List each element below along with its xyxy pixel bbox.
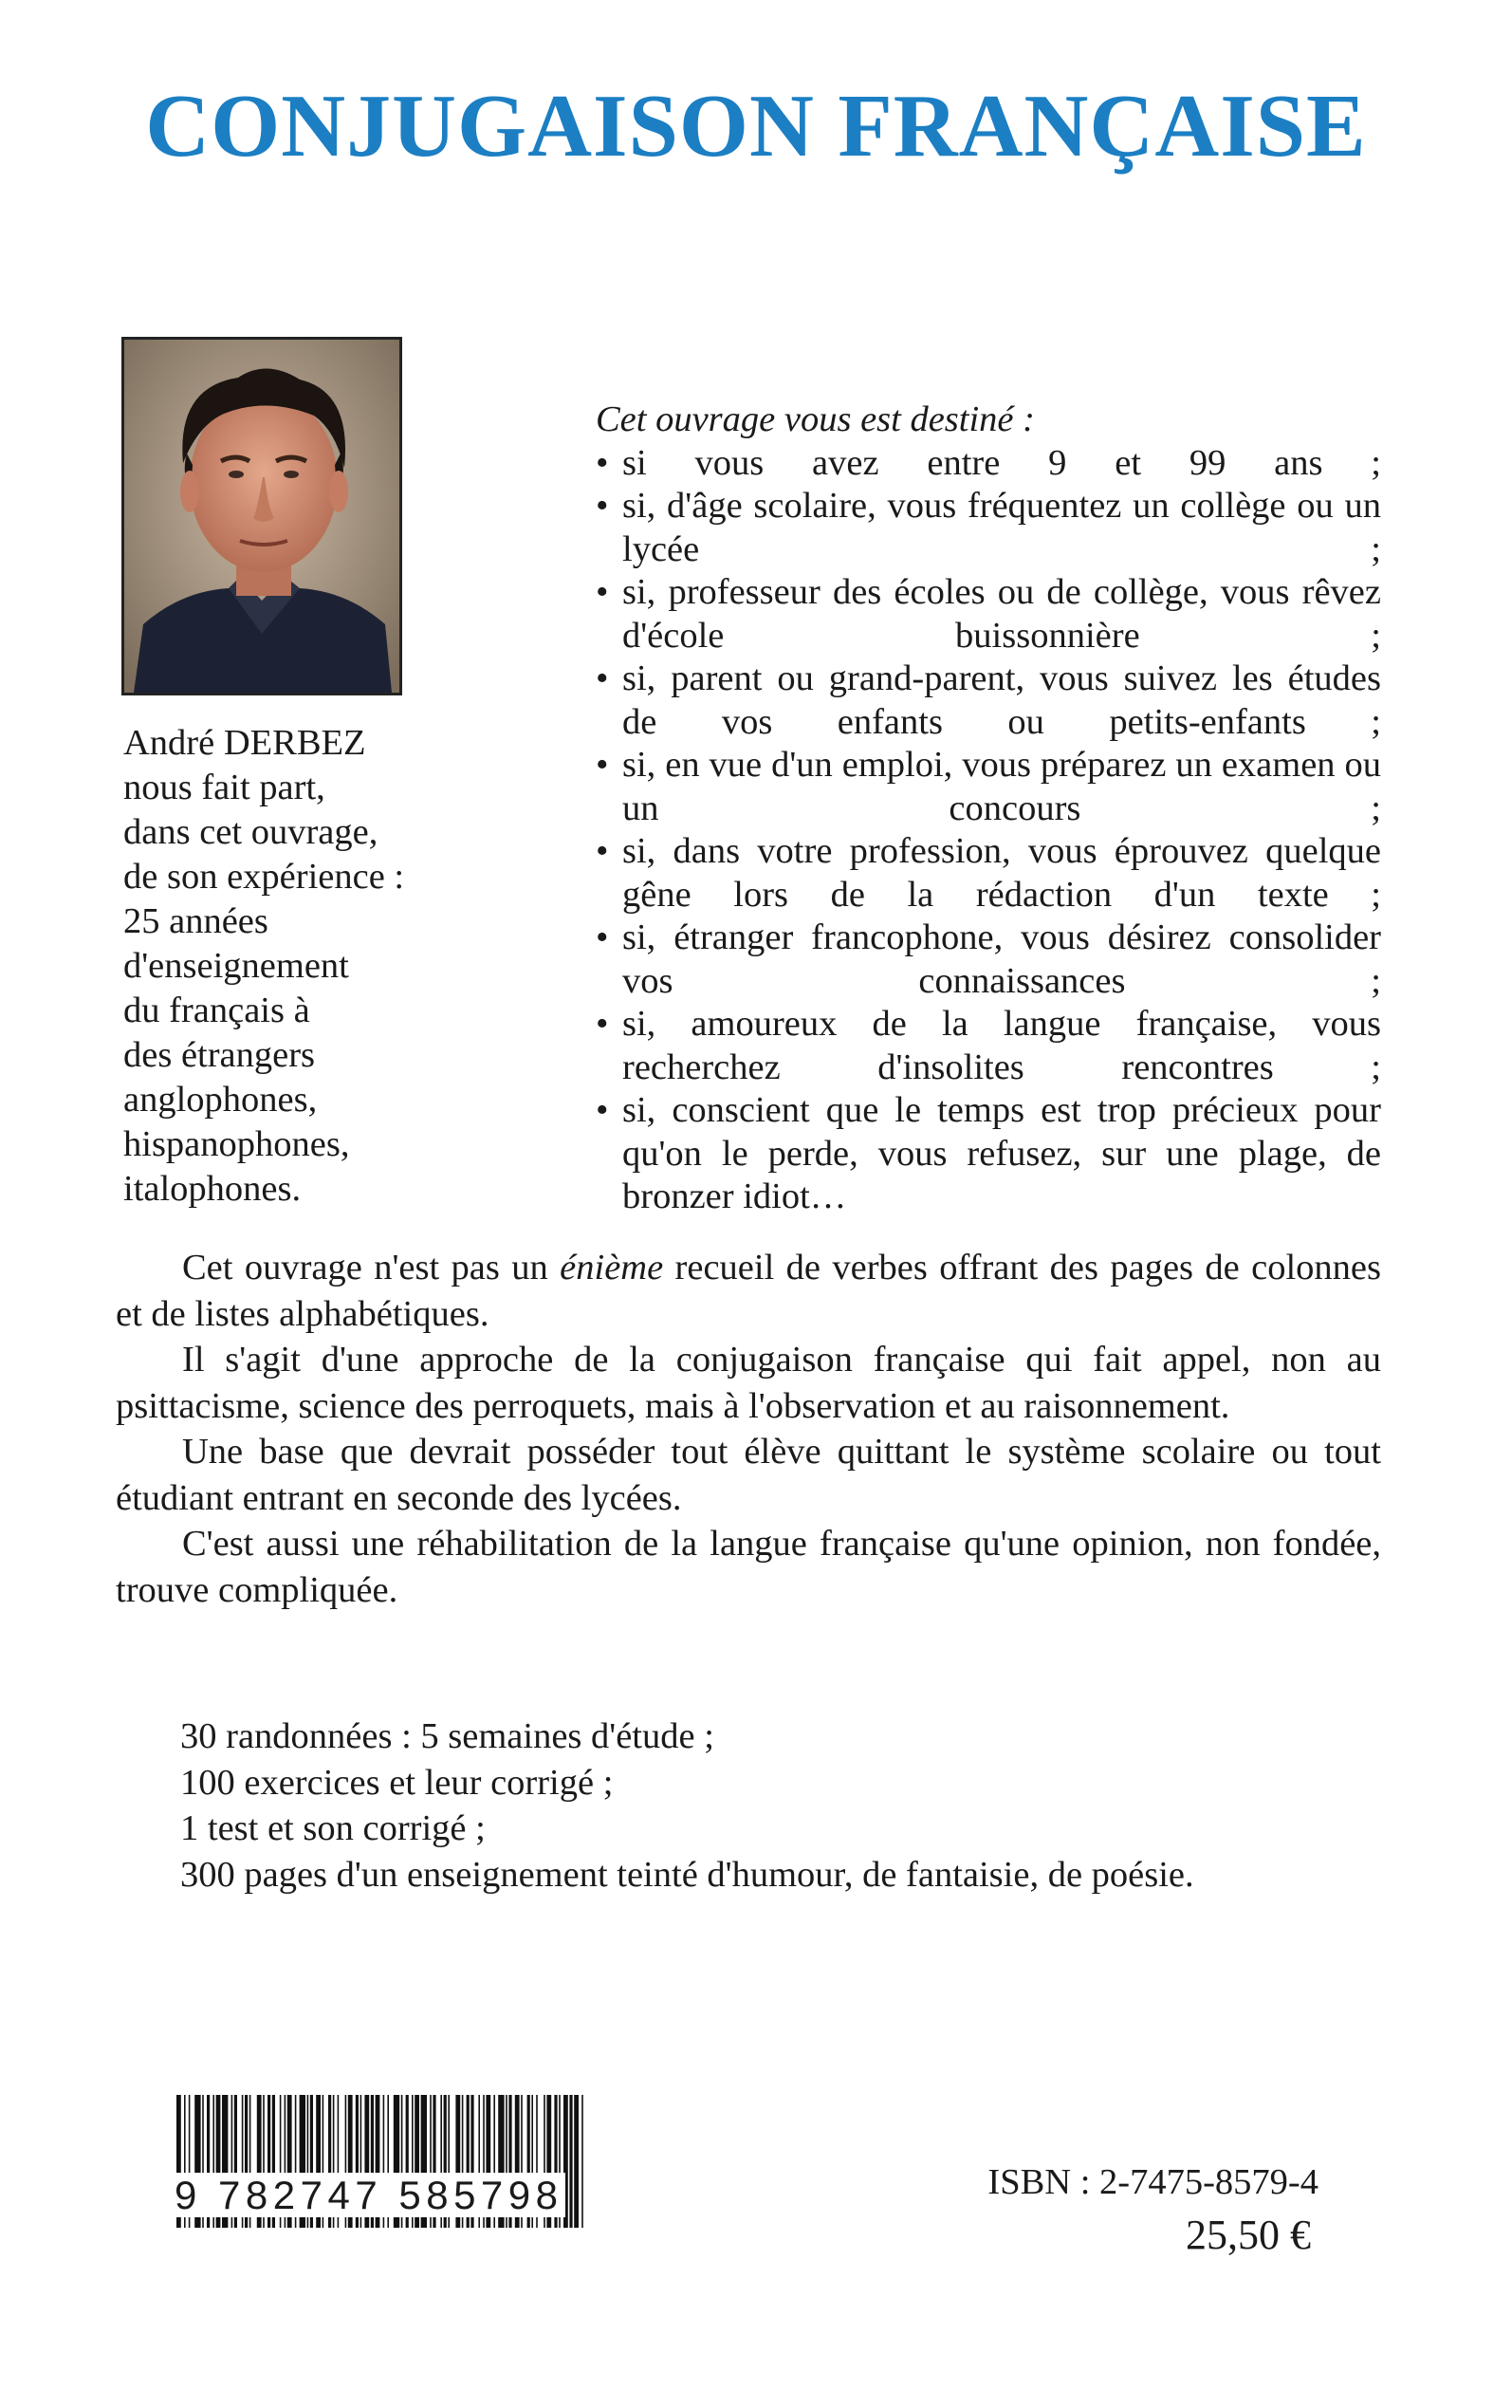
- list-item-text: si vous avez entre 9 et 99 ans ;: [622, 442, 1381, 483]
- description-paragraph: [116, 1245, 1381, 1337]
- bullet-icon: •: [596, 1004, 609, 1044]
- bullet-icon: •: [596, 572, 609, 612]
- contents-line: 300 pages d'un enseignement teinté d'humour, de fantaisie, de poésie.: [180, 1854, 1194, 1895]
- list-item-text: si, étranger francophone, vous désirez consolider vos connaissances ;: [622, 917, 1381, 1001]
- barcode-digits-text: 9 782747 585798: [175, 2173, 563, 2217]
- list-item: [596, 917, 1381, 1003]
- contents-line: 1 test et son corrigé ;: [180, 1808, 486, 1848]
- list-item: [596, 1003, 1381, 1089]
- list-item-text: si, amoureux de la langue française, vous recherchez d'insolites rencontres ;: [622, 1004, 1381, 1087]
- list-item: [596, 658, 1381, 744]
- list-item: [596, 442, 1381, 486]
- book-description: [116, 1245, 1381, 1613]
- author-portrait-icon: [124, 340, 399, 693]
- bullet-icon: •: [596, 831, 609, 871]
- bullet-icon: •: [596, 442, 609, 483]
- description-paragraph: C'est aussi une réhabilitation de la langue française qu'une opinion, non fondée, trouve compliquée.: [116, 1524, 1381, 1610]
- contents-line: 100 exercices et leur corrigé ;: [180, 1762, 614, 1803]
- price: 25,50 €: [1186, 2212, 1311, 2258]
- bio-line: de son expérience :: [123, 857, 405, 897]
- bullet-icon: •: [596, 1090, 609, 1130]
- list-item-text: si, parent ou grand-parent, vous suivez les études de vos enfants ou petits-enfants ;: [622, 658, 1381, 742]
- bullet-icon: •: [596, 486, 609, 526]
- bio-line: 25 années: [123, 901, 268, 941]
- list-item: [596, 744, 1381, 830]
- list-item-text: si, professeur des écoles ou de collège, vous rêvez d'école buissonnière ;: [622, 572, 1381, 656]
- bio-line: André DERBEZ: [123, 723, 366, 763]
- list-item: [596, 485, 1381, 571]
- bio-line: dans cet ouvrage,: [123, 812, 378, 852]
- bio-line: des étrangers: [123, 1035, 316, 1075]
- contents-summary: [180, 1713, 1413, 1898]
- bio-line: d'enseignement: [123, 946, 349, 986]
- list-item: [596, 830, 1381, 917]
- list-item: [596, 1089, 1381, 1219]
- barcode-number: [173, 2169, 590, 2222]
- description-emphasis: énième: [560, 1248, 664, 1287]
- description-text: recueil de verbes offrant des pages de colonnes et de listes alphabétiques.: [116, 1248, 1381, 1334]
- author-bio: [123, 721, 484, 1212]
- bullet-icon: •: [596, 745, 609, 785]
- list-item-text: si, dans votre profession, vous éprouvez quelque gêne lors de la rédaction d'un texte ;: [622, 831, 1381, 915]
- bio-line: hispanophones,: [123, 1124, 350, 1164]
- description-paragraph: Il s'agit d'une approche de la conjugaison française qui fait appel, non au psittacisme, science des perroquets, mais à l'observation et au raisonnement.: [116, 1340, 1381, 1426]
- bullet-icon: •: [596, 917, 609, 957]
- list-item-text: si, conscient que le temps est trop précieux pour qu'on le perde, vous refusez, sur une plage, de bronzer idiot…: [622, 1090, 1381, 1216]
- isbn: ISBN : 2-7475-8579-4: [987, 2162, 1318, 2202]
- bio-line: anglophones,: [123, 1080, 318, 1120]
- bio-line: du français à: [123, 991, 310, 1030]
- audience-list: [596, 398, 1381, 1219]
- bio-line: nous fait part,: [123, 768, 325, 807]
- contents-line: 30 randonnées : 5 semaines d'étude ;: [180, 1716, 714, 1756]
- list-item: [596, 571, 1381, 658]
- audience-heading: Cet ouvrage vous est destiné :: [596, 399, 1035, 439]
- book-title: CONJUGAISON FRANÇAISE: [145, 77, 1367, 176]
- description-text: Cet ouvrage n'est pas un: [182, 1248, 561, 1287]
- list-item-text: si, en vue d'un emploi, vous préparez un examen ou un concours ;: [622, 745, 1381, 828]
- bullet-icon: •: [596, 658, 609, 698]
- bio-line: italophones.: [123, 1169, 302, 1209]
- description-paragraph: Une base que devrait posséder tout élève quittant le système scolaire ou tout étudiant entrant en seconde des lycées.: [116, 1432, 1381, 1518]
- author-photo: [121, 337, 402, 695]
- list-item-text: si, d'âge scolaire, vous fréquentez un collège ou un lycée ;: [622, 486, 1381, 569]
